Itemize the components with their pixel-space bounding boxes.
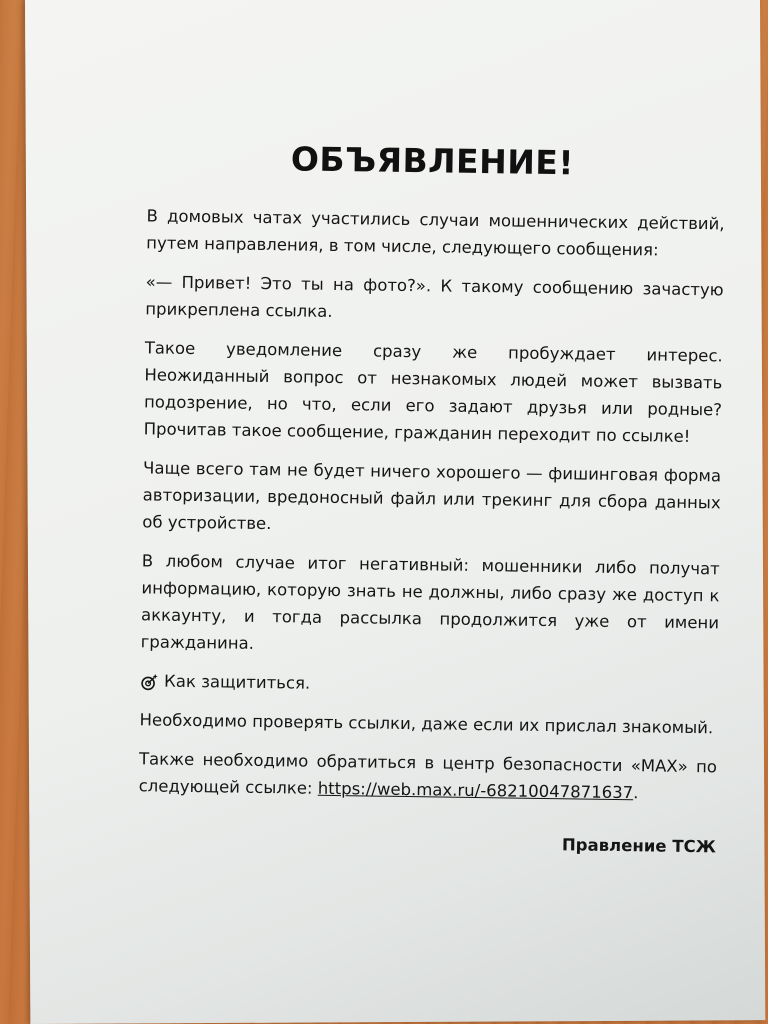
protection-heading [140, 667, 718, 702]
security-center-link[interactable]: https://web.max.ru/-68210047871637 [317, 778, 634, 803]
announcement-title: ОБЪЯВЛЕНИЕ! [290, 139, 575, 183]
announcement-content [138, 137, 726, 856]
paragraph-consequences: В любом случае итог негативный: мошенники либо получат информацию, которую знать не должны, либо сразу же доступ к аккаунту, и тогда рассылка продолжится уже от имени гражданина. [140, 551, 720, 653]
paragraph-intro: В домовых чатах участились случаи мошеннических действий, путем направления, в том числе, следующего сообщения: [146, 206, 725, 260]
paragraph-interest: Такое уведомление сразу же пробуждает интерес. Неожиданный вопрос от незнакомых людей может вызвать подозрение, но что, если его задают друзья или родные? Прочитав такое сообщение, гражданин переходит по ссылке! [143, 338, 723, 446]
contact-suffix: . [633, 783, 639, 803]
paragraph-phishing: Чаще всего там не будет ничего хорошего — фишинговая форма авторизации, вредоносный файл или трекинг для сбора данных об устройстве. [142, 458, 722, 534]
contact-text: Также необходимо обратиться в центр безопасности «MAX» по следующей ссылке: [138, 749, 718, 798]
paragraph-check-links: Необходимо проверять ссылки, даже если их прислал знакомый. [139, 710, 714, 738]
paragraph-message-example: «— Привет! Это ты на фото?». К такому сообщению зачастую прикреплена ссылка. [145, 272, 724, 321]
paragraph-contact-center [138, 745, 717, 807]
signature: Правление ТСЖ [561, 835, 717, 857]
target-sparkle-icon [140, 672, 158, 690]
paper-sheet [25, 0, 765, 1024]
protection-heading-text: Как защититься. [163, 671, 311, 693]
